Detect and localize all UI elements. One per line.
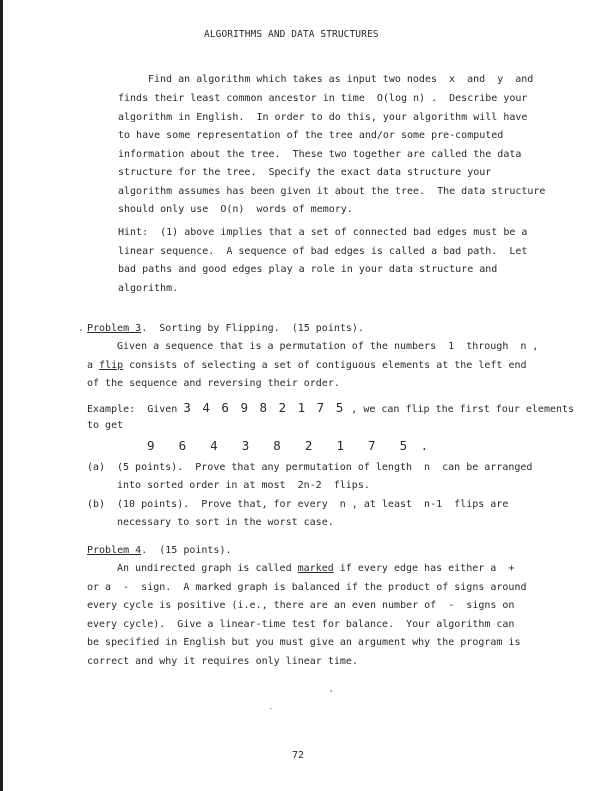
p2-line-3: algorithm in English. In order to do this, your algorithm will have bbox=[118, 112, 528, 123]
part-a-line-1: (5 points). Prove that any permutation of length n can be arranged bbox=[117, 462, 533, 473]
p4-line-5: be specified in English but you must give an argument why the program is bbox=[87, 637, 521, 648]
problem3-heading bbox=[87, 323, 364, 335]
scan-speck bbox=[80, 329, 82, 331]
hint-line-2: linear sequence. A sequence of bad edges is called a bad path. Let bbox=[118, 246, 528, 257]
p4-line-1-post: if every edge has either a + bbox=[333, 563, 515, 574]
p3-intro-line-2 bbox=[87, 360, 527, 372]
part-a-tag: (a) bbox=[87, 462, 106, 473]
p3-intro-line-2-pre: a bbox=[87, 360, 100, 371]
part-b-line-1: (10 points). Prove that, for every n , at least n-1 flips are bbox=[117, 499, 509, 510]
p3-intro-line-3: of the sequence and reversing their order. bbox=[87, 378, 340, 389]
problem4-label: Problem 4 bbox=[87, 545, 142, 556]
example-result: 9 6 4 3 8 2 1 7 5 . bbox=[147, 438, 432, 453]
p4-line-3: every cycle is positive (i.e., there are an even number of - signs on bbox=[87, 600, 515, 611]
part-a-line-2: into sorted order in at most 2n-2 flips. bbox=[117, 480, 370, 491]
p2-line-5: information about the tree. These two together are called the data bbox=[118, 149, 522, 160]
problem3-heading-rest: . Sorting by Flipping. (15 points). bbox=[141, 323, 364, 334]
scan-speck bbox=[270, 708, 272, 709]
example-suffix: , we can flip the first four elements bbox=[345, 404, 575, 415]
part-b-line-2: necessary to sort in the worst case. bbox=[117, 517, 334, 528]
problem3-label: Problem 3 bbox=[87, 323, 142, 334]
problem4-heading-rest: . (15 points). bbox=[141, 545, 232, 556]
example-line-1 bbox=[87, 402, 574, 416]
p2-line-2: finds their least common ancestor in time O(log n) . Describe your bbox=[118, 93, 528, 104]
page-title: ALGORITHMS AND DATA STRUCTURES bbox=[204, 29, 379, 40]
scan-speck bbox=[330, 690, 332, 692]
hint-line-1: Hint: (1) above implies that a set of connected bad edges must be a bbox=[118, 227, 528, 238]
flip-term: flip bbox=[99, 360, 124, 371]
hint-line-3: bad paths and good edges play a role in your data structure and bbox=[118, 264, 498, 275]
marked-term: marked bbox=[297, 563, 334, 574]
example-prefix: Example: Given bbox=[87, 404, 184, 415]
p3-intro-line-2-post: consists of selecting a set of contiguous elements at the left end bbox=[123, 360, 527, 371]
p4-line-1-pre: An undirected graph is called bbox=[117, 563, 298, 574]
p4-line-1 bbox=[117, 563, 514, 575]
p2-line-8: should only use O(n) words of memory. bbox=[118, 204, 353, 215]
page-edge bbox=[0, 0, 3, 791]
page-number: 72 bbox=[292, 750, 305, 761]
p4-line-2: or a - sign. A marked graph is balanced if the product of signs around bbox=[87, 582, 527, 593]
p2-line-6: structure for the tree. Specify the exact data structure your bbox=[118, 167, 492, 178]
p2-line-1: Find an algorithm which takes as input two nodes x and y and bbox=[148, 74, 534, 85]
example-sequence: 3 4 6 9 8 2 1 7 5 bbox=[183, 400, 346, 415]
p4-line-6: correct and why it requires only linear time. bbox=[87, 656, 358, 667]
p3-intro-line-1: Given a sequence that is a permutation of the numbers 1 through n , bbox=[117, 341, 539, 352]
hint-line-4: algorithm. bbox=[118, 283, 179, 294]
example-line-2: to get bbox=[87, 420, 124, 431]
part-b-tag: (b) bbox=[87, 499, 106, 510]
problem4-heading bbox=[87, 545, 232, 557]
p4-line-4: every cycle). Give a linear-time test for balance. Your algorithm can bbox=[87, 619, 515, 630]
p2-line-4: to have some representation of the tree and/or some pre-computed bbox=[118, 130, 504, 141]
p2-line-7: algorithm assumes has been given it about the tree. The data structure bbox=[118, 186, 546, 197]
